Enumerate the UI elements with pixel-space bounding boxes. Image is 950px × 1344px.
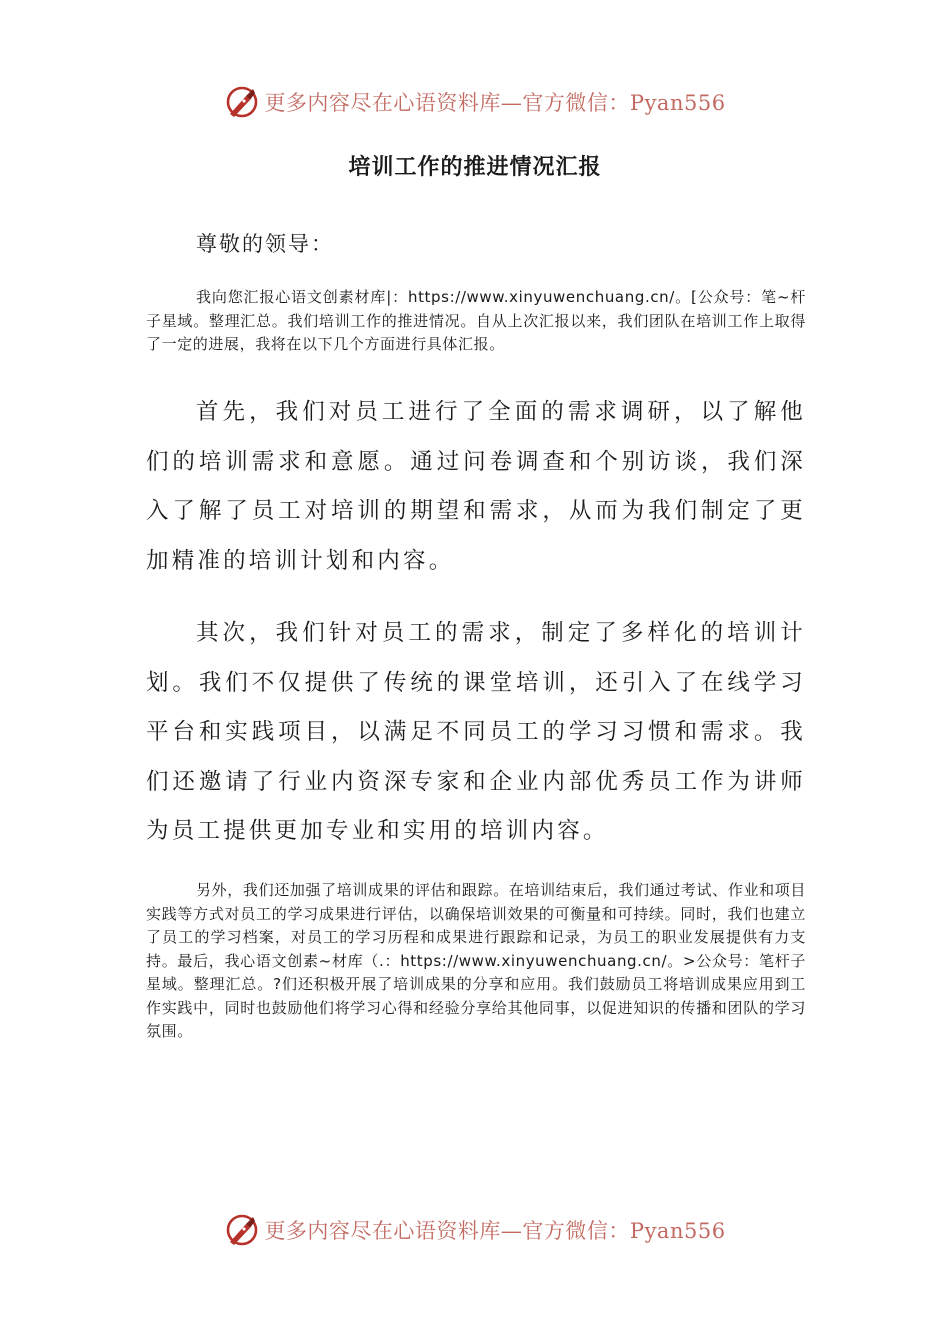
header-banner-text: 更多内容尽在心语资料库—官方微信：Pyan556	[264, 91, 726, 115]
footer-banner	[0, 1210, 950, 1250]
paragraph-evaluation: 另外，我们还加强了培训成果的评估和跟踪。在培训结束后，我们通过考试、作业和项目实践等方式对员工的学习成果进行评估，以确保培训效果的可衡量和可持续。同时，我们也建立了员工的学习档案，对员工的学习历程和成果进行跟踪和记录，为员工的职业发展提供有力支持。最后，我心语文创素~材库（.：https://www.xinyuwenchuang.cn/。>公众号：笔杆子星域。整理汇总。?们还积极开展了培训成果的分享和应用。我们鼓励员工将培训成果应用到工作实践中，同时也鼓励他们将学习心得和经验分享给其他同事，以促进知识的传播和团队的学习氛围。	[146, 881, 806, 1040]
footer-banner-text: 更多内容尽在心语资料库—官方微信：Pyan556	[264, 1219, 726, 1243]
paragraph-needs-survey: 首先，我们对员工进行了全面的需求调研，以了解他们的培训需求和意愿。通过问卷调查和个别访谈，我们深入了解了员工对培训的期望和需求，从而为我们制定了更加精准的培训计划和内容。	[146, 399, 806, 574]
paragraph-training-plan: 其次，我们针对员工的需求，制定了多样化的培训计划。我们不仅提供了传统的课堂培训，还引入了在线学习平台和实践项目，以满足不同员工的学习习惯和需求。我们还邀请了行业内资深专家和企业内部优秀员工作为讲师为员工提供更加专业和实用的培训内容。	[146, 620, 806, 844]
pen-nib-logo-icon	[224, 1212, 260, 1248]
pen-nib-logo-icon	[224, 84, 260, 120]
header-banner	[0, 82, 950, 122]
paragraph-intro: 我向您汇报心语文创素材库|：https://www.xinyuwenchuang.cn/。[公众号：笔~杆子星域。整理汇总。我们培训工作的推进情况。自从上次汇报以来，我们团队在培训工作上取得了一定的进展，我将在以下几个方面进行具体汇报。	[146, 288, 806, 353]
document-title: 培训工作的推进情况汇报	[348, 154, 602, 180]
salutation: 尊敬的领导：	[196, 232, 334, 256]
